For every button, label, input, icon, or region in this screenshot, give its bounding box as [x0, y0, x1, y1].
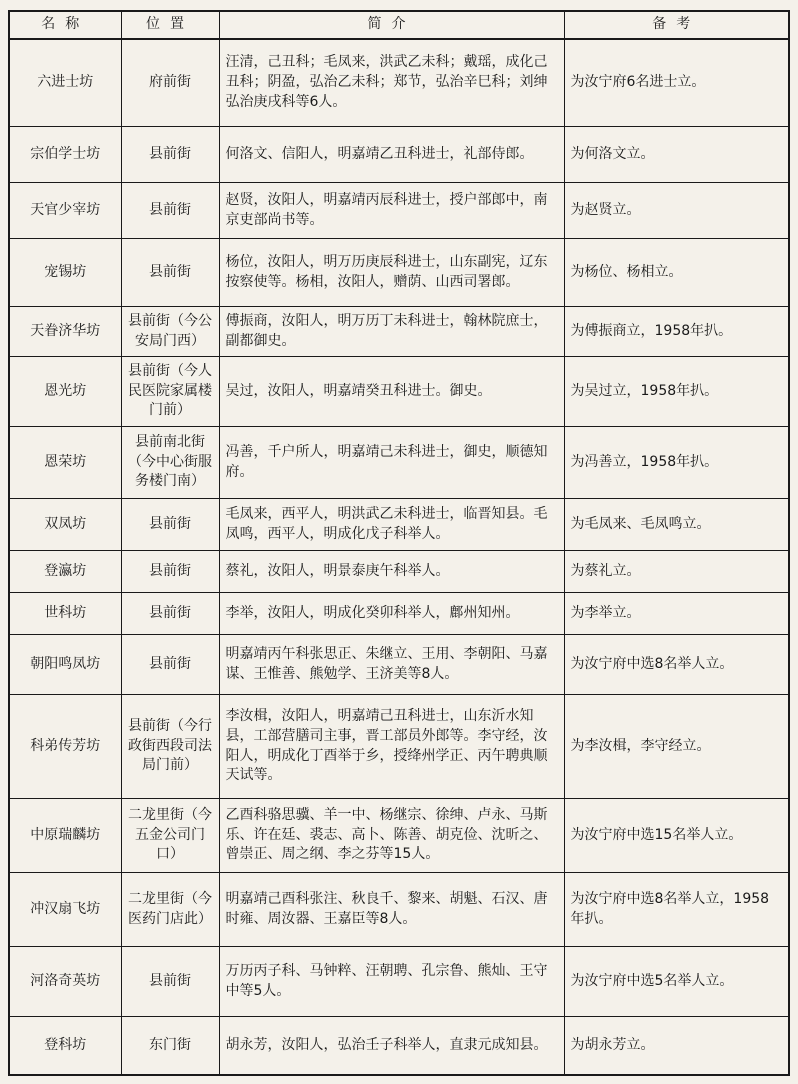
archway-location: 县前南北街（今中心街服务楼门南）	[121, 427, 219, 499]
archway-note: 为赵贤立。	[564, 183, 789, 239]
archway-note: 为何洛文立。	[564, 127, 789, 183]
archway-name: 河洛奇英坊	[9, 947, 121, 1017]
table-row	[9, 357, 789, 427]
archway-location: 东门街	[121, 1017, 219, 1075]
archway-intro: 蔡礼，汝阳人，明景泰庚午科举人。	[219, 551, 564, 593]
archway-name: 恩光坊	[9, 357, 121, 427]
archway-intro: 胡永芳，汝阳人，弘治壬子科举人，直隶元成知县。	[219, 1017, 564, 1075]
memorial-archway-table	[8, 10, 790, 1076]
archway-intro: 汪清，己丑科；毛凤来，洪武乙未科；戴瑶，成化己丑科；阴盈，弘治乙未科；郑节，弘治辛巳科；刘绅弘治庚戌科等6人。	[219, 39, 564, 127]
archway-note: 为傅振商立，1958年扒。	[564, 307, 789, 357]
table-row	[9, 427, 789, 499]
archway-name: 中原瑞麟坊	[9, 799, 121, 873]
archway-note: 为李举立。	[564, 593, 789, 635]
archway-name: 科弟传芳坊	[9, 695, 121, 799]
archway-location: 县前街	[121, 593, 219, 635]
table-row	[9, 239, 789, 307]
archway-note: 为冯善立，1958年扒。	[564, 427, 789, 499]
table-row	[9, 593, 789, 635]
table-row	[9, 183, 789, 239]
table-row	[9, 873, 789, 947]
archway-name: 朝阳鸣凤坊	[9, 635, 121, 695]
header-row	[9, 11, 789, 39]
table-row	[9, 127, 789, 183]
archway-name: 登科坊	[9, 1017, 121, 1075]
archway-location: 县前街	[121, 635, 219, 695]
archway-intro: 傅振商，汝阳人，明万历丁未科进士，翰林院庶士，副都御史。	[219, 307, 564, 357]
archway-name: 恩荣坊	[9, 427, 121, 499]
header-name: 名称	[9, 11, 121, 39]
archway-intro: 李汝楫，汝阳人，明嘉靖己丑科进士，山东沂水知县，工部营膳司主事，晋工部员外郎等。李守经，汝阳人，明成化丁酉举于乡，授绛州学正、丙午聘典顺天试等。	[219, 695, 564, 799]
archway-note: 为吴过立，1958年扒。	[564, 357, 789, 427]
archway-note: 为李汝楫，李守经立。	[564, 695, 789, 799]
archway-name: 冲汉扇飞坊	[9, 873, 121, 947]
table-row	[9, 799, 789, 873]
archway-name: 天眷济华坊	[9, 307, 121, 357]
archway-location: 府前街	[121, 39, 219, 127]
archway-note: 为毛凤来、毛凤鸣立。	[564, 499, 789, 551]
archway-note: 为汝宁府中选5名举人立。	[564, 947, 789, 1017]
table-row	[9, 1017, 789, 1075]
archway-note: 为汝宁府中选8名举人立。	[564, 635, 789, 695]
table-row	[9, 947, 789, 1017]
archway-intro: 李举，汝阳人，明成化癸卯科举人，鄜州知州。	[219, 593, 564, 635]
archway-intro: 明嘉靖己酉科张注、秋良千、黎来、胡魁、石汉、唐时雍、周汝器、王嘉臣等8人。	[219, 873, 564, 947]
table-row	[9, 39, 789, 127]
archway-location: 县前街	[121, 183, 219, 239]
table-row	[9, 695, 789, 799]
archway-intro: 冯善，千户所人，明嘉靖己未科进士，御史，顺德知府。	[219, 427, 564, 499]
archway-intro: 吴过，汝阳人，明嘉靖癸丑科进士。御史。	[219, 357, 564, 427]
archway-name: 宠锡坊	[9, 239, 121, 307]
archway-location: 县前街	[121, 499, 219, 551]
archway-note: 为胡永芳立。	[564, 1017, 789, 1075]
archway-name: 登瀛坊	[9, 551, 121, 593]
archway-location: 县前街	[121, 551, 219, 593]
archway-location: 县前街	[121, 127, 219, 183]
table-row	[9, 551, 789, 593]
archway-name: 宗伯学士坊	[9, 127, 121, 183]
archway-location: 县前街（今公安局门西）	[121, 307, 219, 357]
archway-intro: 乙酉科骆思骥、羊一中、杨继宗、徐绅、卢永、马斯乐、许在廷、裘志、高卜、陈善、胡克俭、沈昕之、曾崇正、周之纲、李之芬等15人。	[219, 799, 564, 873]
archway-name: 六进士坊	[9, 39, 121, 127]
archway-location: 县前街	[121, 947, 219, 1017]
header-location: 位置	[121, 11, 219, 39]
archway-location: 二龙里街（今五金公司门口）	[121, 799, 219, 873]
archway-intro: 毛凤来，西平人，明洪武乙未科进士，临晋知县。毛凤鸣，西平人，明成化戊子科举人。	[219, 499, 564, 551]
archway-note: 为杨位、杨相立。	[564, 239, 789, 307]
archway-name: 天官少宰坊	[9, 183, 121, 239]
archway-intro: 何洛文、信阳人，明嘉靖乙丑科进士，礼部侍郎。	[219, 127, 564, 183]
archway-intro: 赵贤，汝阳人，明嘉靖丙辰科进士，授户部郎中，南京吏部尚书等。	[219, 183, 564, 239]
archway-note: 为汝宁府6名进士立。	[564, 39, 789, 127]
archway-location: 二龙里街（今医药门店此）	[121, 873, 219, 947]
header-note: 备考	[564, 11, 789, 39]
archway-name: 双凤坊	[9, 499, 121, 551]
archway-intro: 杨位，汝阳人，明万历庚辰科进士，山东副宪，辽东按察使等。杨相，汝阳人，赠荫、山西司署郎。	[219, 239, 564, 307]
archway-location: 县前街（今人民医院家属楼门前）	[121, 357, 219, 427]
header-intro: 简介	[219, 11, 564, 39]
archway-intro: 万历丙子科、马钟粹、汪朝聘、孔宗鲁、熊灿、王守中等5人。	[219, 947, 564, 1017]
table-row	[9, 635, 789, 695]
archway-note: 为蔡礼立。	[564, 551, 789, 593]
archway-note: 为汝宁府中选8名举人立，1958年扒。	[564, 873, 789, 947]
table-row	[9, 499, 789, 551]
table-row	[9, 307, 789, 357]
archway-intro: 明嘉靖丙午科张思正、朱继立、王用、李朝阳、马嘉谋、王惟善、熊勉学、王济美等8人。	[219, 635, 564, 695]
archway-name: 世科坊	[9, 593, 121, 635]
archway-location: 县前街（今行政街西段司法局门前）	[121, 695, 219, 799]
archway-location: 县前街	[121, 239, 219, 307]
archway-note: 为汝宁府中选15名举人立。	[564, 799, 789, 873]
